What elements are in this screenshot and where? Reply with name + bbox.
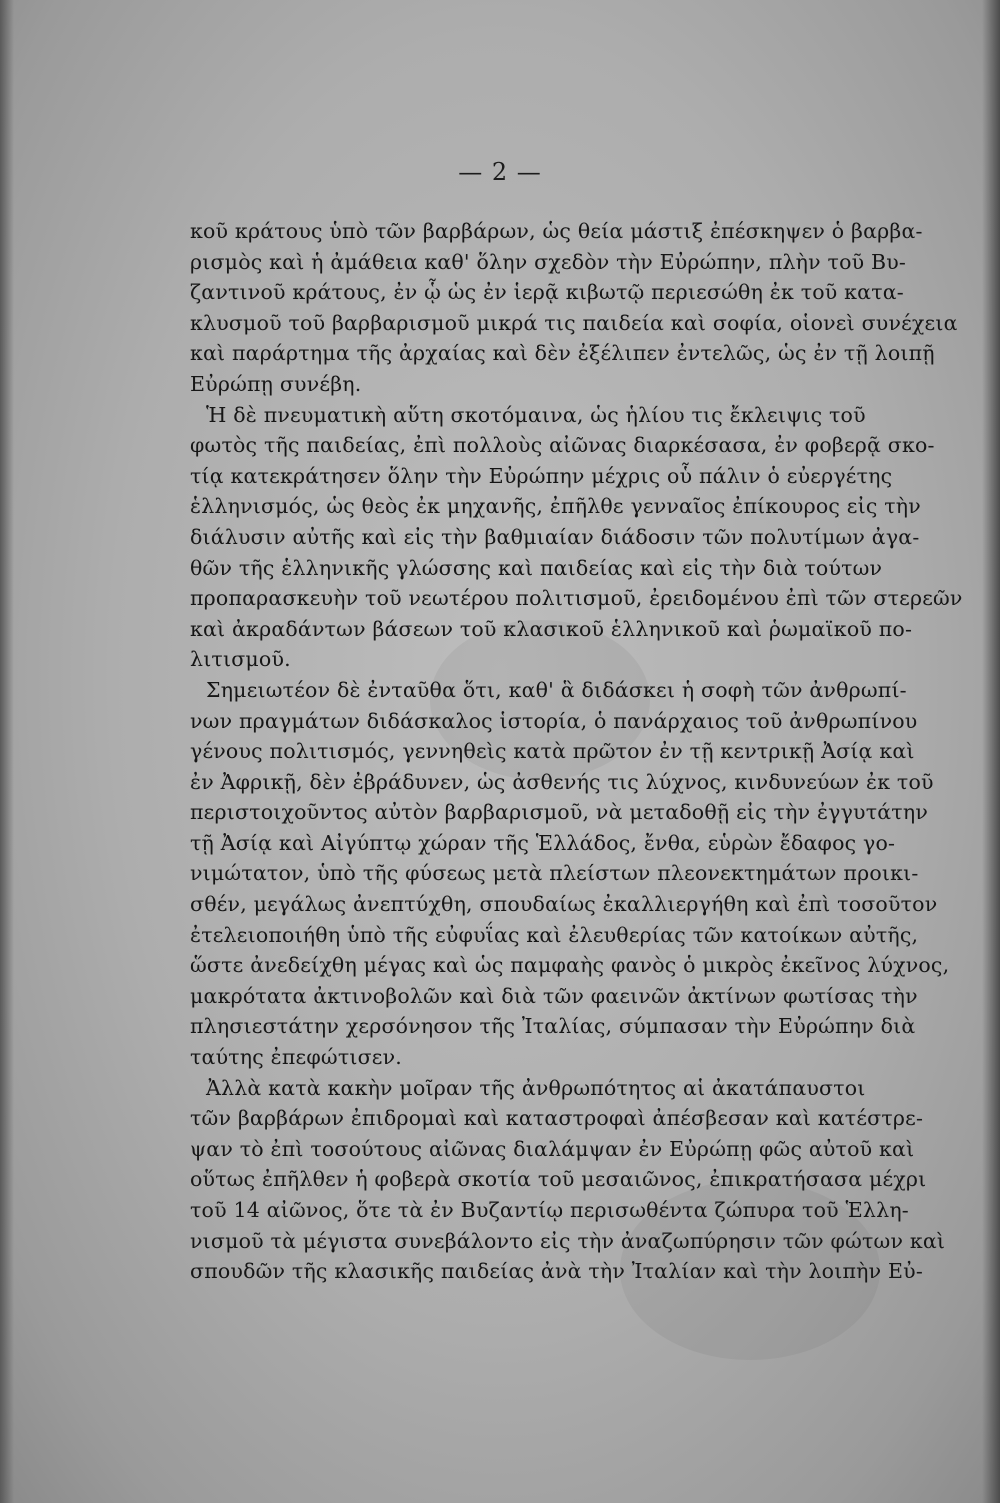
- text-line: σπουδῶν τῆς κλασικῆς παιδείας ἀνὰ τὴν Ἰταλίαν καὶ τὴν λοιπὴν Εὐ-: [190, 1259, 923, 1284]
- paragraph: [190, 400, 963, 675]
- text-line: τῇ Ἀσίᾳ καὶ Αἰγύπτῳ χώραν τῆς Ἑλλάδος, ἔνθα, εὑρὼν ἔδαφος γο-: [190, 830, 896, 855]
- text-line: Ἀλλὰ κατὰ κακὴν μοῖραν τῆς ἀνθρωπότητος αἱ ἀκατάπαυστοι: [206, 1075, 866, 1100]
- text-line: καὶ παράρτημα τῆς ἀρχαίας καὶ δὲν ἐξέλιπεν ἐντελῶς, ὡς ἐν τῇ λοιπῇ: [190, 341, 935, 366]
- text-line: ἐτελειοποιήθη ὑπὸ τῆς εὐφυΐας καὶ ἐλευθερίας τῶν κατοίκων αὐτῆς,: [190, 922, 919, 947]
- text-line: νισμοῦ τὰ μέγιστα συνεβάλοντο εἰς τὴν ἀναζωπύρησιν τῶν φώτων καὶ: [190, 1228, 946, 1253]
- text-line: νων πραγμάτων διδάσκαλος ἱστορία, ὁ πανάρχαιος τοῦ ἀνθρωπίνου: [190, 708, 918, 733]
- text-line: πλησιεστάτην χερσόνησον τῆς Ἰταλίας, σύμπασαν τὴν Εὐρώπην διὰ: [190, 1014, 916, 1039]
- text-line: ἐν Ἀφρικῇ, δὲν ἐβράδυνεν, ὡς ἀσθενής τις λύχνος, κινδυνεύων ἐκ τοῦ: [190, 769, 934, 794]
- text-line: φωτὸς τῆς παιδείας, ἐπὶ πολλοὺς αἰῶνας διαρκέσασα, ἐν φοβερᾷ σκο-: [190, 433, 935, 458]
- text-line: Εὐρώπῃ συνέβη.: [190, 371, 362, 396]
- text-line: περιστοιχοῦντος αὐτὸν βαρβαρισμοῦ, νὰ μεταδοθῇ εἰς τὴν ἐγγυτάτην: [190, 800, 928, 825]
- text-line: μακρότατα ἀκτινοβολῶν καὶ διὰ τῶν φαεινῶν ἀκτίνων φωτίσας τὴν: [190, 983, 918, 1008]
- text-line: γένους πολιτισμός, γεννηθεὶς κατὰ πρῶτον ἐν τῇ κεντρικῇ Ἀσίᾳ καὶ: [190, 739, 915, 764]
- page-shadow-right: [982, 0, 1000, 1503]
- text-line: Σημειωτέον δὲ ἐνταῦθα ὅτι, καθ' ἃ διδάσκει ἡ σοφὴ τῶν ἀνθρωπί-: [206, 677, 907, 702]
- text-line: θῶν τῆς ἑλληνικῆς γλώσσης καὶ παιδείας καὶ εἰς τὴν διὰ τούτων: [190, 555, 883, 580]
- text-line: λιτισμοῦ.: [190, 647, 291, 672]
- page-shadow-left: [0, 0, 14, 1503]
- paragraph: [190, 1073, 946, 1287]
- text-line: ρισμὸς καὶ ἡ ἀμάθεια καθ' ὅλην σχεδὸν τὴν Εὐρώπην, πλὴν τοῦ Βυ-: [190, 249, 907, 274]
- text-line: ζαντινοῦ κράτους, ἐν ᾧ ὡς ἐν ἱερᾷ κιβωτῷ περιεσώθη ἐκ τοῦ κατα-: [190, 280, 904, 305]
- text-line: Ἡ δὲ πνευματικὴ αὕτη σκοτόμαινα, ὡς ἡλίου τις ἔκλειψις τοῦ: [206, 402, 866, 427]
- paragraph: [190, 675, 950, 1073]
- text-line: σθέν, μεγάλως ἀνεπτύχθη, σπουδαίως ἐκαλλιεργήθη καὶ ἐπὶ τοσοῦτον: [190, 892, 938, 917]
- text-line: τοῦ 14 αἰῶνος, ὅτε τὰ ἐν Βυζαντίῳ περισωθέντα ζώπυρα τοῦ Ἑλλη-: [190, 1198, 909, 1222]
- text-line: ὥστε ἀνεδείχθη μέγας καὶ ὡς παμφαὴς φανὸς ὁ μικρὸς ἐκεῖνος λύχνος,: [190, 953, 950, 978]
- text-line: κλυσμοῦ τοῦ βαρβαρισμοῦ μικρά τις παιδεία καὶ σοφία, οἱονεὶ συνέχεια: [190, 310, 958, 335]
- text-line: καὶ ἀκραδάντων βάσεων τοῦ κλασικοῦ ἑλληνικοῦ καὶ ῥωμαϊκοῦ πο-: [190, 616, 913, 641]
- text-line: οὕτως ἐπῆλθεν ἡ φοβερὰ σκοτία τοῦ μεσαιῶνος, ἐπικρατήσασα μέχρι: [190, 1167, 927, 1192]
- text-line: νιμώτατον, ὑπὸ τῆς φύσεως μετὰ πλείστων πλεονεκτημάτων προικι-: [190, 861, 919, 886]
- page-number: — 2 —: [458, 158, 542, 186]
- text-line: ταύτης ἐπεφώτισεν.: [190, 1045, 403, 1070]
- text-line: διάλυσιν αὐτῆς καὶ εἰς τὴν βαθμιαίαν διάδοσιν τῶν πολυτίμων ἀγα-: [190, 524, 920, 549]
- body-text: [190, 216, 963, 1287]
- text-line: τῶν βαρβάρων ἐπιδρομαὶ καὶ καταστροφαὶ ἀπέσβεσαν καὶ κατέστρε-: [190, 1106, 924, 1131]
- text-line: ἑλληνισμός, ὡς θεὸς ἐκ μηχανῆς, ἐπῆλθε γενναῖος ἐπίκουρος εἰς τὴν: [190, 494, 921, 519]
- paragraph: [190, 216, 958, 400]
- text-line: ψαν τὸ ἐπὶ τοσούτους αἰῶνας διαλάμψαν ἐν Εὐρώπῃ φῶς αὐτοῦ καὶ: [190, 1136, 915, 1161]
- text-line: τίᾳ κατεκράτησεν ὅλην τὴν Εὐρώπην μέχρις οὗ πάλιν ὁ εὐεργέτης: [190, 463, 893, 488]
- text-line: προπαρασκευὴν τοῦ νεωτέρου πολιτισμοῦ, ἐρειδομένου ἐπὶ τῶν στερεῶν: [190, 586, 963, 611]
- text-line: κοῦ κράτους ὑπὸ τῶν βαρβάρων, ὡς θεία μάστιξ ἐπέσκηψεν ὁ βαρβα-: [190, 219, 923, 243]
